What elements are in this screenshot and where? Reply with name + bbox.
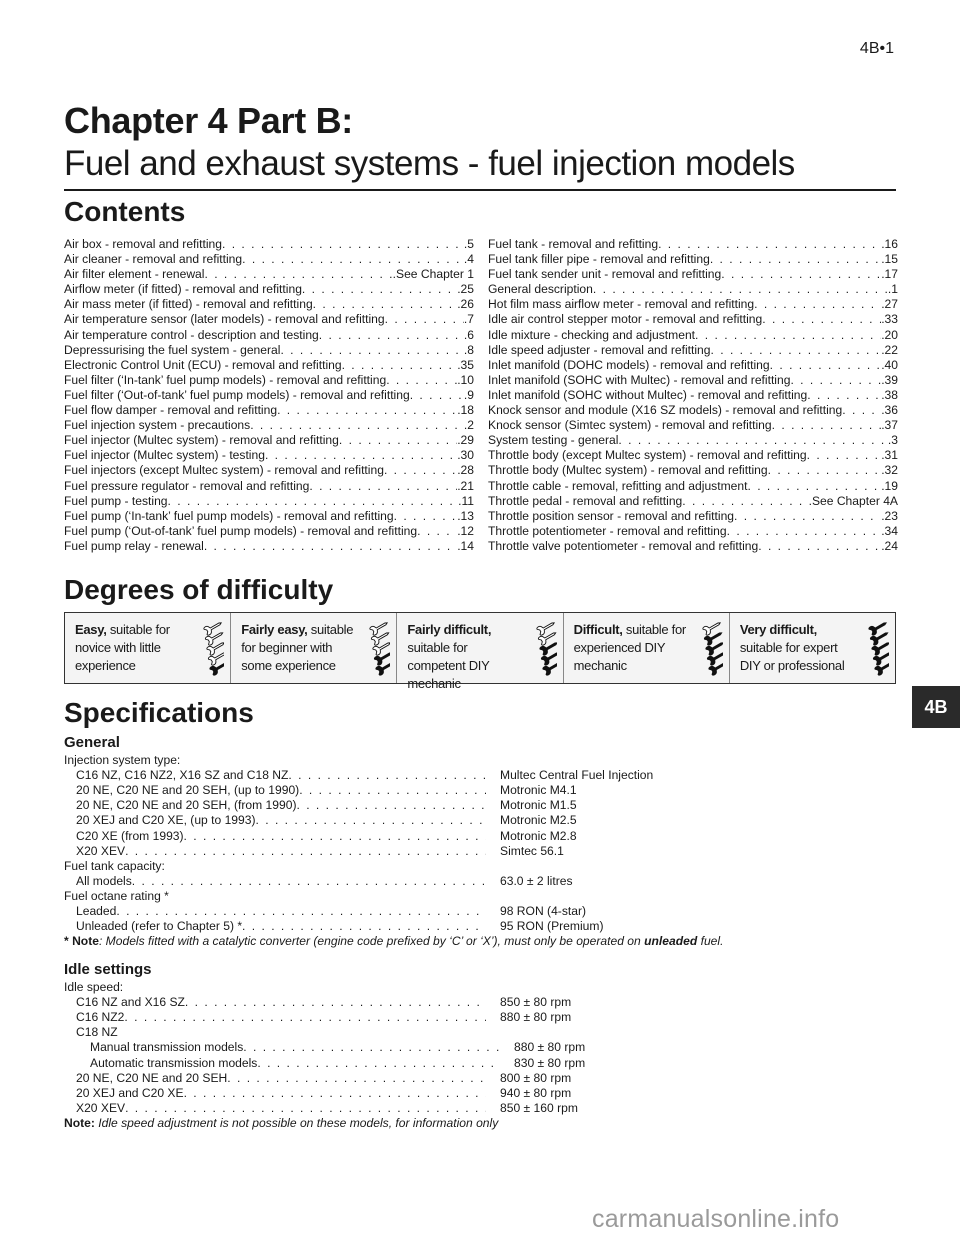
- contents-entry[interactable]: [64, 282, 474, 297]
- watermark[interactable]: carmanualsonline.info: [592, 1205, 840, 1233]
- c18-label: C18 NZ: [76, 1025, 118, 1040]
- contents-entry-label: Throttle position sensor - removal and refitting: [488, 508, 735, 523]
- idle-speed-label: Idle speed:: [64, 980, 124, 995]
- leader-dots: [132, 874, 486, 889]
- difficulty-rating: Difficult,: [573, 622, 623, 637]
- contents-entry-label: Electronic Control Unit (ECU) - removal and refitting: [64, 357, 342, 372]
- contents-entry-page: .7: [463, 312, 474, 327]
- specifications-heading: Specifications: [64, 697, 254, 728]
- difficulty-level-4: [564, 613, 730, 683]
- leader-dots: [227, 1071, 486, 1086]
- contents-entry[interactable]: [64, 388, 474, 403]
- contents-entry-label: Throttle body (Multec system) - removal and refitting: [488, 463, 768, 478]
- contents-entry-page: .29: [457, 433, 474, 448]
- leader-dots: [204, 267, 392, 282]
- contents-entry-label: Airflow meter (if fitted) - removal and refitting: [64, 282, 302, 297]
- leader-dots: [727, 524, 882, 539]
- contents-entry[interactable]: [64, 252, 474, 267]
- spanner-rating-icon: [533, 619, 557, 677]
- contents-entry-page: .38: [881, 387, 898, 402]
- difficulty-description: suitable for novice with little experience: [75, 622, 170, 673]
- contents-entry-label: Fuel filter (‘In-tank’ fuel pump models) - removal and refitting: [64, 372, 387, 387]
- leader-dots: [734, 509, 881, 524]
- contents-entry[interactable]: [64, 403, 474, 418]
- spec-label: C16 NZ, C16 NZ2, X16 SZ and C18 NZ: [76, 768, 289, 783]
- contents-entry[interactable]: [64, 312, 474, 327]
- contents-entry[interactable]: [64, 297, 474, 312]
- difficulty-rating: Fairly easy,: [241, 622, 308, 637]
- idle-list-2: [64, 1071, 904, 1116]
- spec-label: C16 NZ2: [76, 1010, 125, 1025]
- idle-heading: Idle settings: [64, 961, 152, 978]
- leader-dots: [790, 373, 881, 388]
- contents-entry-label: Fuel pump (‘Out-of-tank’ fuel pump models) - removal and refitting: [64, 523, 418, 538]
- contents-entry-page: .17: [881, 267, 898, 282]
- contents-entry-page: .32: [881, 463, 898, 478]
- leader-dots: [754, 297, 881, 312]
- leader-dots: [618, 433, 888, 448]
- leader-dots: [309, 479, 457, 494]
- spec-value: 850 ± 80 rpm: [500, 995, 572, 1010]
- contents-entry[interactable]: [64, 494, 474, 509]
- spec-value: Motronic M4.1: [500, 783, 577, 798]
- spec-row: [64, 1040, 904, 1055]
- contents-entry-page: .30: [457, 448, 474, 463]
- leader-dots: [394, 509, 458, 524]
- difficulty-description: suitable for experienced DIY mechanic: [573, 622, 686, 673]
- leader-dots: [410, 388, 464, 403]
- contents-entry[interactable]: [64, 373, 474, 388]
- contents-entry-label: Depressurising the fuel system - general: [64, 342, 281, 357]
- spec-value: Simtec 56.1: [500, 843, 564, 858]
- leader-dots: [222, 237, 464, 252]
- difficulty-box: [64, 612, 896, 691]
- difficulty-level-3: [397, 613, 563, 691]
- contents-entry-page: .39: [881, 372, 898, 387]
- contents-entry[interactable]: [488, 282, 898, 297]
- contents-entry[interactable]: [64, 418, 474, 433]
- difficulty-rating: Very difficult,: [739, 622, 817, 637]
- contents-entry-label: Fuel injection system - precautions: [64, 418, 251, 433]
- contents-entry-page: .15: [881, 252, 898, 267]
- contents-entry-page: .35: [457, 357, 474, 372]
- contents-entry-label: Fuel injector (Multec system) - testing: [64, 448, 265, 463]
- idle-list-1: [64, 995, 904, 1025]
- contents-entry-page: .13: [457, 508, 474, 523]
- contents-entry-page: .14: [457, 538, 474, 553]
- contents-entry-label: Inlet manifold (DOHC models) - removal and refitting: [488, 357, 770, 372]
- contents-entry-label: System testing - general: [488, 433, 619, 448]
- spec-value: Multec Central Fuel Injection: [500, 768, 654, 783]
- leader-dots: [658, 237, 881, 252]
- spec-value: 940 ± 80 rpm: [500, 1085, 572, 1100]
- contents-entry-page: .1: [887, 282, 898, 297]
- spec-label: All models: [76, 873, 132, 888]
- leader-dots: [313, 297, 458, 312]
- spec-row: [64, 919, 904, 934]
- general-section: [64, 735, 904, 949]
- spec-label: 20 XEJ and C20 XE: [76, 1085, 184, 1100]
- spec-value: 63.0 ± 2 litres: [500, 873, 573, 888]
- contents-right-column: [488, 237, 898, 554]
- contents-entry[interactable]: [64, 509, 474, 524]
- leader-dots: [721, 267, 881, 282]
- leader-dots: [250, 418, 464, 433]
- difficulty-level-1: [65, 613, 231, 683]
- contents-entry-label: Fuel filter (‘Out-of-tank’ fuel pump models) - removal and refitting: [64, 387, 410, 402]
- leader-dots: [842, 403, 881, 418]
- spec-row: [64, 829, 904, 844]
- chapter-side-tab[interactable]: 4B: [912, 686, 960, 728]
- contents-entry-page: .9: [463, 387, 474, 402]
- contents-entry[interactable]: [64, 237, 474, 252]
- spec-label: C16 NZ and X16 SZ: [76, 995, 185, 1010]
- contents-entry-page: .16: [881, 237, 898, 251]
- leader-dots: [695, 328, 881, 343]
- general-heading: General: [64, 734, 120, 751]
- spec-row: [64, 1071, 904, 1086]
- leader-dots: [256, 813, 486, 828]
- contents-entry-page: .37: [881, 418, 898, 433]
- contents-entry[interactable]: [64, 479, 474, 494]
- leader-dots: [204, 539, 457, 554]
- contents-entry[interactable]: [64, 358, 474, 373]
- contents-entry[interactable]: [488, 358, 898, 373]
- spec-value: 800 ± 80 rpm: [500, 1070, 572, 1085]
- contents-entry[interactable]: [488, 388, 898, 403]
- leader-dots: [770, 358, 882, 373]
- contents-entry-label: Air filter element - renewal: [64, 267, 205, 282]
- leader-dots: [710, 252, 881, 267]
- spec-value: Motronic M1.5: [500, 798, 577, 813]
- contents-entry-page: .4: [463, 252, 474, 267]
- contents-entry-page: .27: [881, 297, 898, 312]
- spec-label: Automatic transmission models: [90, 1055, 258, 1070]
- leader-dots: [302, 282, 457, 297]
- contents-entry[interactable]: [488, 297, 898, 312]
- contents-entry-page: .31: [881, 448, 898, 463]
- contents-entry-page: .See Chapter 1: [392, 267, 474, 282]
- idle-section: [64, 962, 904, 1131]
- contents-entry[interactable]: [488, 237, 898, 252]
- contents-entry-label: Fuel tank - removal and refitting: [488, 237, 659, 251]
- difficulty-rating: Easy,: [75, 622, 107, 637]
- contents-entry-label: Idle air control stepper motor - removal and refitting: [488, 312, 763, 327]
- contents-entry-label: Knock sensor and module (X16 SZ models) - removal and refitting: [488, 403, 843, 418]
- tank-list: [64, 874, 904, 889]
- contents-entry[interactable]: [488, 463, 898, 478]
- difficulty-heading: Degrees of difficulty: [64, 574, 334, 605]
- spec-row: [64, 813, 904, 828]
- contents-entry[interactable]: [64, 524, 474, 539]
- leader-dots: [184, 1086, 486, 1101]
- contents-entry[interactable]: [488, 343, 898, 358]
- leader-dots: [758, 539, 881, 554]
- leader-dots: [168, 494, 459, 509]
- spec-label: Manual transmission models: [90, 1040, 244, 1055]
- contents-entry-label: Air cleaner - removal and refitting: [64, 252, 243, 267]
- title-rule: [64, 189, 896, 191]
- contents-entry[interactable]: [64, 328, 474, 343]
- leader-dots: [807, 448, 882, 463]
- spec-label: 20 NE, C20 NE and 20 SEH: [76, 1070, 228, 1085]
- contents-entry-label: Fuel injectors (except Multec system) - removal and refitting: [64, 463, 384, 478]
- leader-dots: [682, 494, 808, 509]
- octane-label: Fuel octane rating *: [64, 888, 169, 903]
- contents-entry-label: Inlet manifold (SOHC without Multec) - removal and refitting: [488, 387, 808, 402]
- spec-value: Motronic M2.5: [500, 813, 577, 828]
- injection-list: [64, 768, 904, 859]
- leader-dots: [185, 995, 486, 1010]
- difficulty-level-2: [231, 613, 397, 683]
- spec-label: X20 XEV: [76, 1100, 126, 1115]
- spec-value: 880 ± 80 rpm: [514, 1040, 586, 1055]
- chapter-subtitle: Fuel and exhaust systems - fuel injection models: [64, 144, 795, 183]
- leader-dots: [339, 433, 457, 448]
- contents-entry-label: Throttle cable - removal, refitting and adjustment: [488, 478, 748, 493]
- contents-entry-label: Inlet manifold (SOHC with Multec) - removal and refitting: [488, 372, 791, 387]
- spec-value: 830 ± 80 rpm: [514, 1055, 586, 1070]
- contents-entry[interactable]: [488, 312, 898, 327]
- leader-dots: [243, 1040, 500, 1055]
- contents-entry-page: .2: [463, 418, 474, 433]
- leader-dots: [184, 829, 486, 844]
- spec-label: 20 NE, C20 NE and 20 SEH, (from 1990): [76, 798, 297, 813]
- contents-entry-page: .3: [887, 433, 898, 448]
- octane-list: [64, 904, 904, 934]
- spec-label: Leaded: [76, 904, 117, 919]
- leader-dots: [125, 844, 486, 859]
- contents-entry-label: Fuel tank sender unit - removal and refitting: [488, 267, 722, 282]
- contents-entry-label: Fuel pump - testing: [64, 493, 168, 508]
- spec-label: C20 XE (from 1993): [76, 828, 184, 843]
- contents-entry[interactable]: [488, 252, 898, 267]
- contents-entry[interactable]: [488, 494, 898, 509]
- leader-dots: [385, 312, 464, 327]
- contents-entry-page: .21: [457, 478, 474, 493]
- contents-entry-label: Fuel flow damper - removal and refitting: [64, 403, 278, 418]
- contents-entry-label: Fuel pump relay - renewal: [64, 538, 204, 553]
- contents-heading: Contents: [64, 196, 186, 227]
- leader-dots: [386, 373, 457, 388]
- contents-entry-page: .26: [457, 297, 474, 312]
- contents-entry-page: .25: [457, 282, 474, 297]
- leader-dots: [124, 1010, 486, 1025]
- leader-dots: [296, 798, 486, 813]
- leader-dots: [772, 418, 882, 433]
- spanner-rating-icon: [200, 619, 224, 677]
- contents-entry[interactable]: [488, 403, 898, 418]
- difficulty-description: suitable for beginner with some experience: [241, 622, 354, 673]
- contents-entry[interactable]: [488, 479, 898, 494]
- spec-label: 20 NE, C20 NE and 20 SEH, (up to 1990): [76, 783, 300, 798]
- difficulty-level-5: [730, 613, 895, 683]
- contents-entry-label: Fuel tank filler pipe - removal and refitting: [488, 252, 710, 267]
- spec-row: [64, 798, 904, 813]
- contents-entry-label: Throttle body (except Multec system) - removal and refitting: [488, 448, 807, 463]
- spec-value: 850 ± 160 rpm: [500, 1100, 578, 1115]
- difficulty-description: suitable for expert DIY or professional: [739, 640, 845, 673]
- contents-entry-label: Fuel pump (‘In-tank’ fuel pump models) - removal and refitting: [64, 508, 394, 523]
- contents-entry[interactable]: [64, 433, 474, 448]
- spec-row: [64, 1010, 904, 1025]
- contents-entry[interactable]: [64, 539, 474, 554]
- contents-entry-page: .28: [457, 463, 474, 478]
- contents-entry[interactable]: [64, 463, 474, 478]
- contents-entry[interactable]: [488, 373, 898, 388]
- contents-entry-page: .See Chapter 4A: [808, 493, 898, 508]
- spec-label: 20 XEJ and C20 XE, (up to 1993): [76, 813, 256, 828]
- spec-row: [64, 874, 904, 889]
- leader-dots: [257, 1056, 500, 1071]
- leader-dots: [711, 343, 882, 358]
- contents-entry-label: Throttle pedal - removal and refitting: [488, 493, 683, 508]
- contents-entry[interactable]: [488, 433, 898, 448]
- page-number: 4B•1: [859, 40, 894, 57]
- leader-dots: [242, 252, 464, 267]
- contents-entry[interactable]: [488, 509, 898, 524]
- leader-dots: [807, 388, 881, 403]
- contents-entry-page: .40: [881, 357, 898, 372]
- contents-entry-label: Air box - removal and refitting: [64, 237, 222, 251]
- leader-dots: [747, 479, 881, 494]
- contents-entry-label: Air temperature control - description and testing: [64, 327, 319, 342]
- contents-entry-page: .18: [457, 403, 474, 418]
- contents-entry[interactable]: [488, 448, 898, 463]
- spec-row: [64, 1056, 904, 1071]
- spec-label: X20 XEV: [76, 843, 126, 858]
- contents-entry-page: .5: [463, 237, 474, 251]
- leader-dots: [288, 768, 486, 783]
- contents-left-column: [64, 237, 474, 554]
- contents-entry-label: Fuel injector (Multec system) - removal and refitting: [64, 433, 339, 448]
- leader-dots: [593, 282, 888, 297]
- leader-dots: [768, 463, 882, 478]
- leader-dots: [280, 343, 463, 358]
- contents-entry[interactable]: [488, 267, 898, 282]
- tank-label: Fuel tank capacity:: [64, 858, 165, 873]
- contents-entry-page: .19: [881, 478, 898, 493]
- leader-dots: [277, 403, 457, 418]
- idle-note: Note: Idle speed adjustment is not possible on these models, for information only: [64, 1115, 499, 1130]
- spec-row: [64, 768, 904, 783]
- spec-row: [64, 1086, 904, 1101]
- contents-entry-label: Hot film mass airflow meter - removal and refitting: [488, 297, 755, 312]
- contents-entry-page: .12: [457, 523, 474, 538]
- contents-entry-label: Air temperature sensor (later models) - removal and refitting: [64, 312, 385, 327]
- spec-row: [64, 783, 904, 798]
- contents-entry[interactable]: [64, 343, 474, 358]
- leader-dots: [384, 463, 457, 478]
- contents-entry-page: .23: [881, 508, 898, 523]
- contents-entry-page: .6: [463, 327, 474, 342]
- contents-entry-page: .20: [881, 327, 898, 342]
- contents-entry-label: Knock sensor (Simtec system) - removal and refitting: [488, 418, 772, 433]
- contents-entry-label: Throttle potentiometer - removal and refitting: [488, 523, 727, 538]
- spec-row: [64, 1101, 904, 1116]
- spec-value: Motronic M2.8: [500, 828, 577, 843]
- spec-label: Unleaded (refer to Chapter 5) *: [76, 919, 243, 934]
- leader-dots: [125, 1101, 486, 1116]
- contents-entry-page: .10: [457, 372, 474, 387]
- leader-dots: [342, 358, 458, 373]
- contents-entry-page: .11: [458, 493, 474, 508]
- contents-entry-label: Fuel pressure regulator - removal and refitting: [64, 478, 310, 493]
- contents-entry-label: Idle speed adjuster - removal and refitting: [488, 342, 711, 357]
- spec-row: [64, 995, 904, 1010]
- contents-entry[interactable]: [64, 448, 474, 463]
- leader-dots: [242, 919, 486, 934]
- contents-entry[interactable]: [488, 418, 898, 433]
- difficulty-description: suitable for competent DIY mechanic: [407, 640, 490, 691]
- contents-entry-page: .33: [881, 312, 898, 327]
- general-note: * Note: Models fitted with a catalytic converter (engine code prefixed by ‘C’ or ‘X’), must only be operated on unleaded fuel.: [64, 934, 724, 949]
- spanner-rating-icon: [865, 619, 889, 677]
- spec-row: [64, 844, 904, 859]
- contents-entry-page: .36: [881, 403, 898, 418]
- contents-entry[interactable]: [64, 267, 474, 282]
- contents-entry[interactable]: [488, 328, 898, 343]
- contents-entry-label: Air mass meter (if fitted) - removal and refitting: [64, 297, 313, 312]
- contents-entry-label: Idle mixture - checking and adjustment: [488, 327, 696, 342]
- difficulty-rating: Fairly difficult,: [407, 622, 492, 637]
- contents-entry[interactable]: [488, 539, 898, 554]
- spec-value: 98 RON (4-star): [500, 904, 587, 919]
- idle-list-c18: [64, 1040, 904, 1070]
- contents-entry-page: .24: [881, 538, 898, 553]
- spec-value: 95 RON (Premium): [500, 919, 604, 934]
- contents-entry-page: .34: [881, 523, 898, 538]
- spec-row: [64, 904, 904, 919]
- contents-entry-label: General description: [488, 282, 593, 297]
- contents-entry-page: .22: [881, 342, 898, 357]
- leader-dots: [417, 524, 457, 539]
- spanner-rating-icon: [699, 619, 723, 677]
- spanner-rating-icon: [366, 619, 390, 677]
- contents-entry-page: .8: [463, 342, 474, 357]
- leader-dots: [265, 448, 457, 463]
- spec-value: 880 ± 80 rpm: [500, 1010, 572, 1025]
- leader-dots: [762, 312, 881, 327]
- leader-dots: [299, 783, 486, 798]
- injection-label: Injection system type:: [64, 753, 181, 768]
- leader-dots: [319, 328, 464, 343]
- contents-entry-label: Throttle valve potentiometer - removal and refitting: [488, 538, 759, 553]
- contents-entry[interactable]: [488, 524, 898, 539]
- leader-dots: [116, 904, 486, 919]
- chapter-title: Chapter 4 Part B:: [64, 100, 353, 141]
